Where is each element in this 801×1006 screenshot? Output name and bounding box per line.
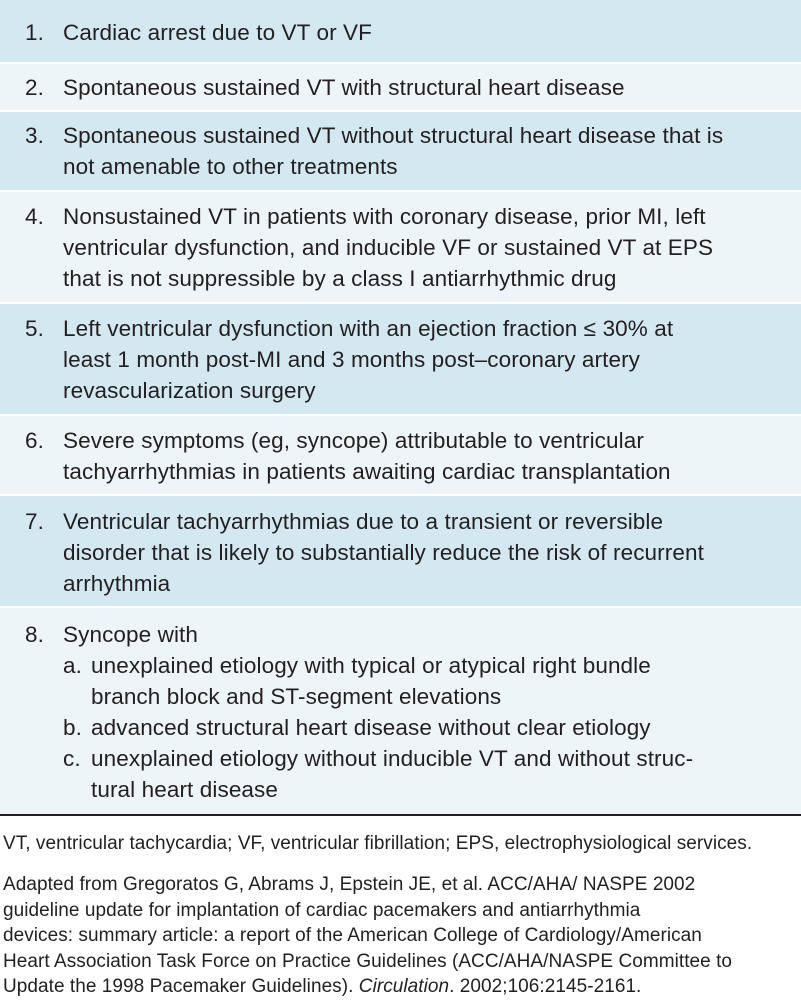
table-row [0,304,801,416]
item-text [63,72,788,103]
source-footnote [3,872,798,1000]
item-line: Nonsustained VT in patients with coronary disease, prior MI, left [63,204,706,229]
item-text [63,425,788,487]
sub-item-line: unexplained etiology with typical or atypical right bundle [91,653,651,678]
item-number: 6. [25,428,44,453]
sub-item [63,743,788,805]
footnote-line [3,974,798,1000]
sub-item-line: tural heart disease [91,777,279,802]
item-line: disorder that is likely to substantially reduce the risk of recurrent [63,540,704,565]
footnote-line: VT, ventricular tachycardia; VF, ventricular fibrillation; EPS, electrophysiological services. [3,833,753,854]
footnote-text: Update the 1998 Pacemaker Guidelines). [3,976,354,997]
sub-item-label: c. [63,746,81,771]
abbreviation-footnote [3,831,798,857]
item-text [63,201,788,294]
sub-item [63,650,788,712]
sub-item-label: b. [63,715,82,740]
item-number: 1. [25,20,44,45]
sub-item [63,712,788,743]
item-line: Spontaneous sustained VT with structural heart disease [63,75,625,100]
footnote-line: Heart Association Task Force on Practice Guidelines (ACC/AHA/NASPE Committee to [3,950,733,972]
item-text [63,619,788,805]
table-row [0,192,801,304]
table-row [0,0,801,64]
sub-item-line: branch block and ST-segment elevations [91,684,502,709]
citation-tail: . 2002;106:2145-2161. [449,976,642,997]
table-bottom-rule [0,814,801,816]
footnote-line: Adapted from Gregoratos G, Abrams J, Epstein JE, et al. ACC/AHA/ NASPE 2002 [3,874,696,895]
item-line: least 1 month post-MI and 3 months post–coronary artery [63,347,641,372]
item-line: arrhythmia [63,571,171,596]
item-text [63,17,788,48]
item-line: Syncope with [63,622,199,647]
item-number: 8. [25,622,44,647]
item-number: 2. [25,75,44,100]
item-line: ventricular dysfunction, and inducible VF or sustained VT at EPS [63,235,714,260]
item-line: Severe symptoms (eg, syncope) attributable to ventricular [63,428,644,453]
table-row [0,416,801,496]
table-row [0,608,801,814]
footnote-line: guideline update for implantation of cardiac pacemakers and antiarrhythmia [3,899,641,921]
item-number: 4. [25,204,44,229]
sub-item-label: a. [63,653,82,678]
item-line: Spontaneous sustained VT without structural heart disease that is [63,123,724,148]
item-number: 5. [25,316,44,341]
item-line: tachyarrhythmias in patients awaiting cardiac transplantation [63,459,671,484]
item-line: Left ventricular dysfunction with an ejection fraction ≤ 30% at [63,316,674,341]
item-line: Cardiac arrest due to VT or VF [63,20,372,45]
item-line: Ventricular tachyarrhythmias due to a transient or reversible [63,509,664,534]
sub-item-line: unexplained etiology without inducible VT and without struc- [91,746,694,771]
item-line: not amenable to other treatments [63,154,398,179]
item-text [63,120,788,182]
item-text [63,506,788,599]
item-text [63,313,788,406]
item-number: 3. [25,123,44,148]
item-number: 7. [25,509,44,534]
journal-name: Circulation [358,976,450,997]
sub-item-line: advanced structural heart disease without clear etiology [91,715,651,740]
table-row [0,64,801,112]
item-line: revascularization surgery [63,378,316,403]
item-line: that is not suppressible by a class I antiarrhythmic drug [63,266,617,291]
footnote-line: devices: summary article: a report of the American College of Cardiology/American [3,925,702,946]
table-row [0,496,801,608]
table-row [0,112,801,192]
